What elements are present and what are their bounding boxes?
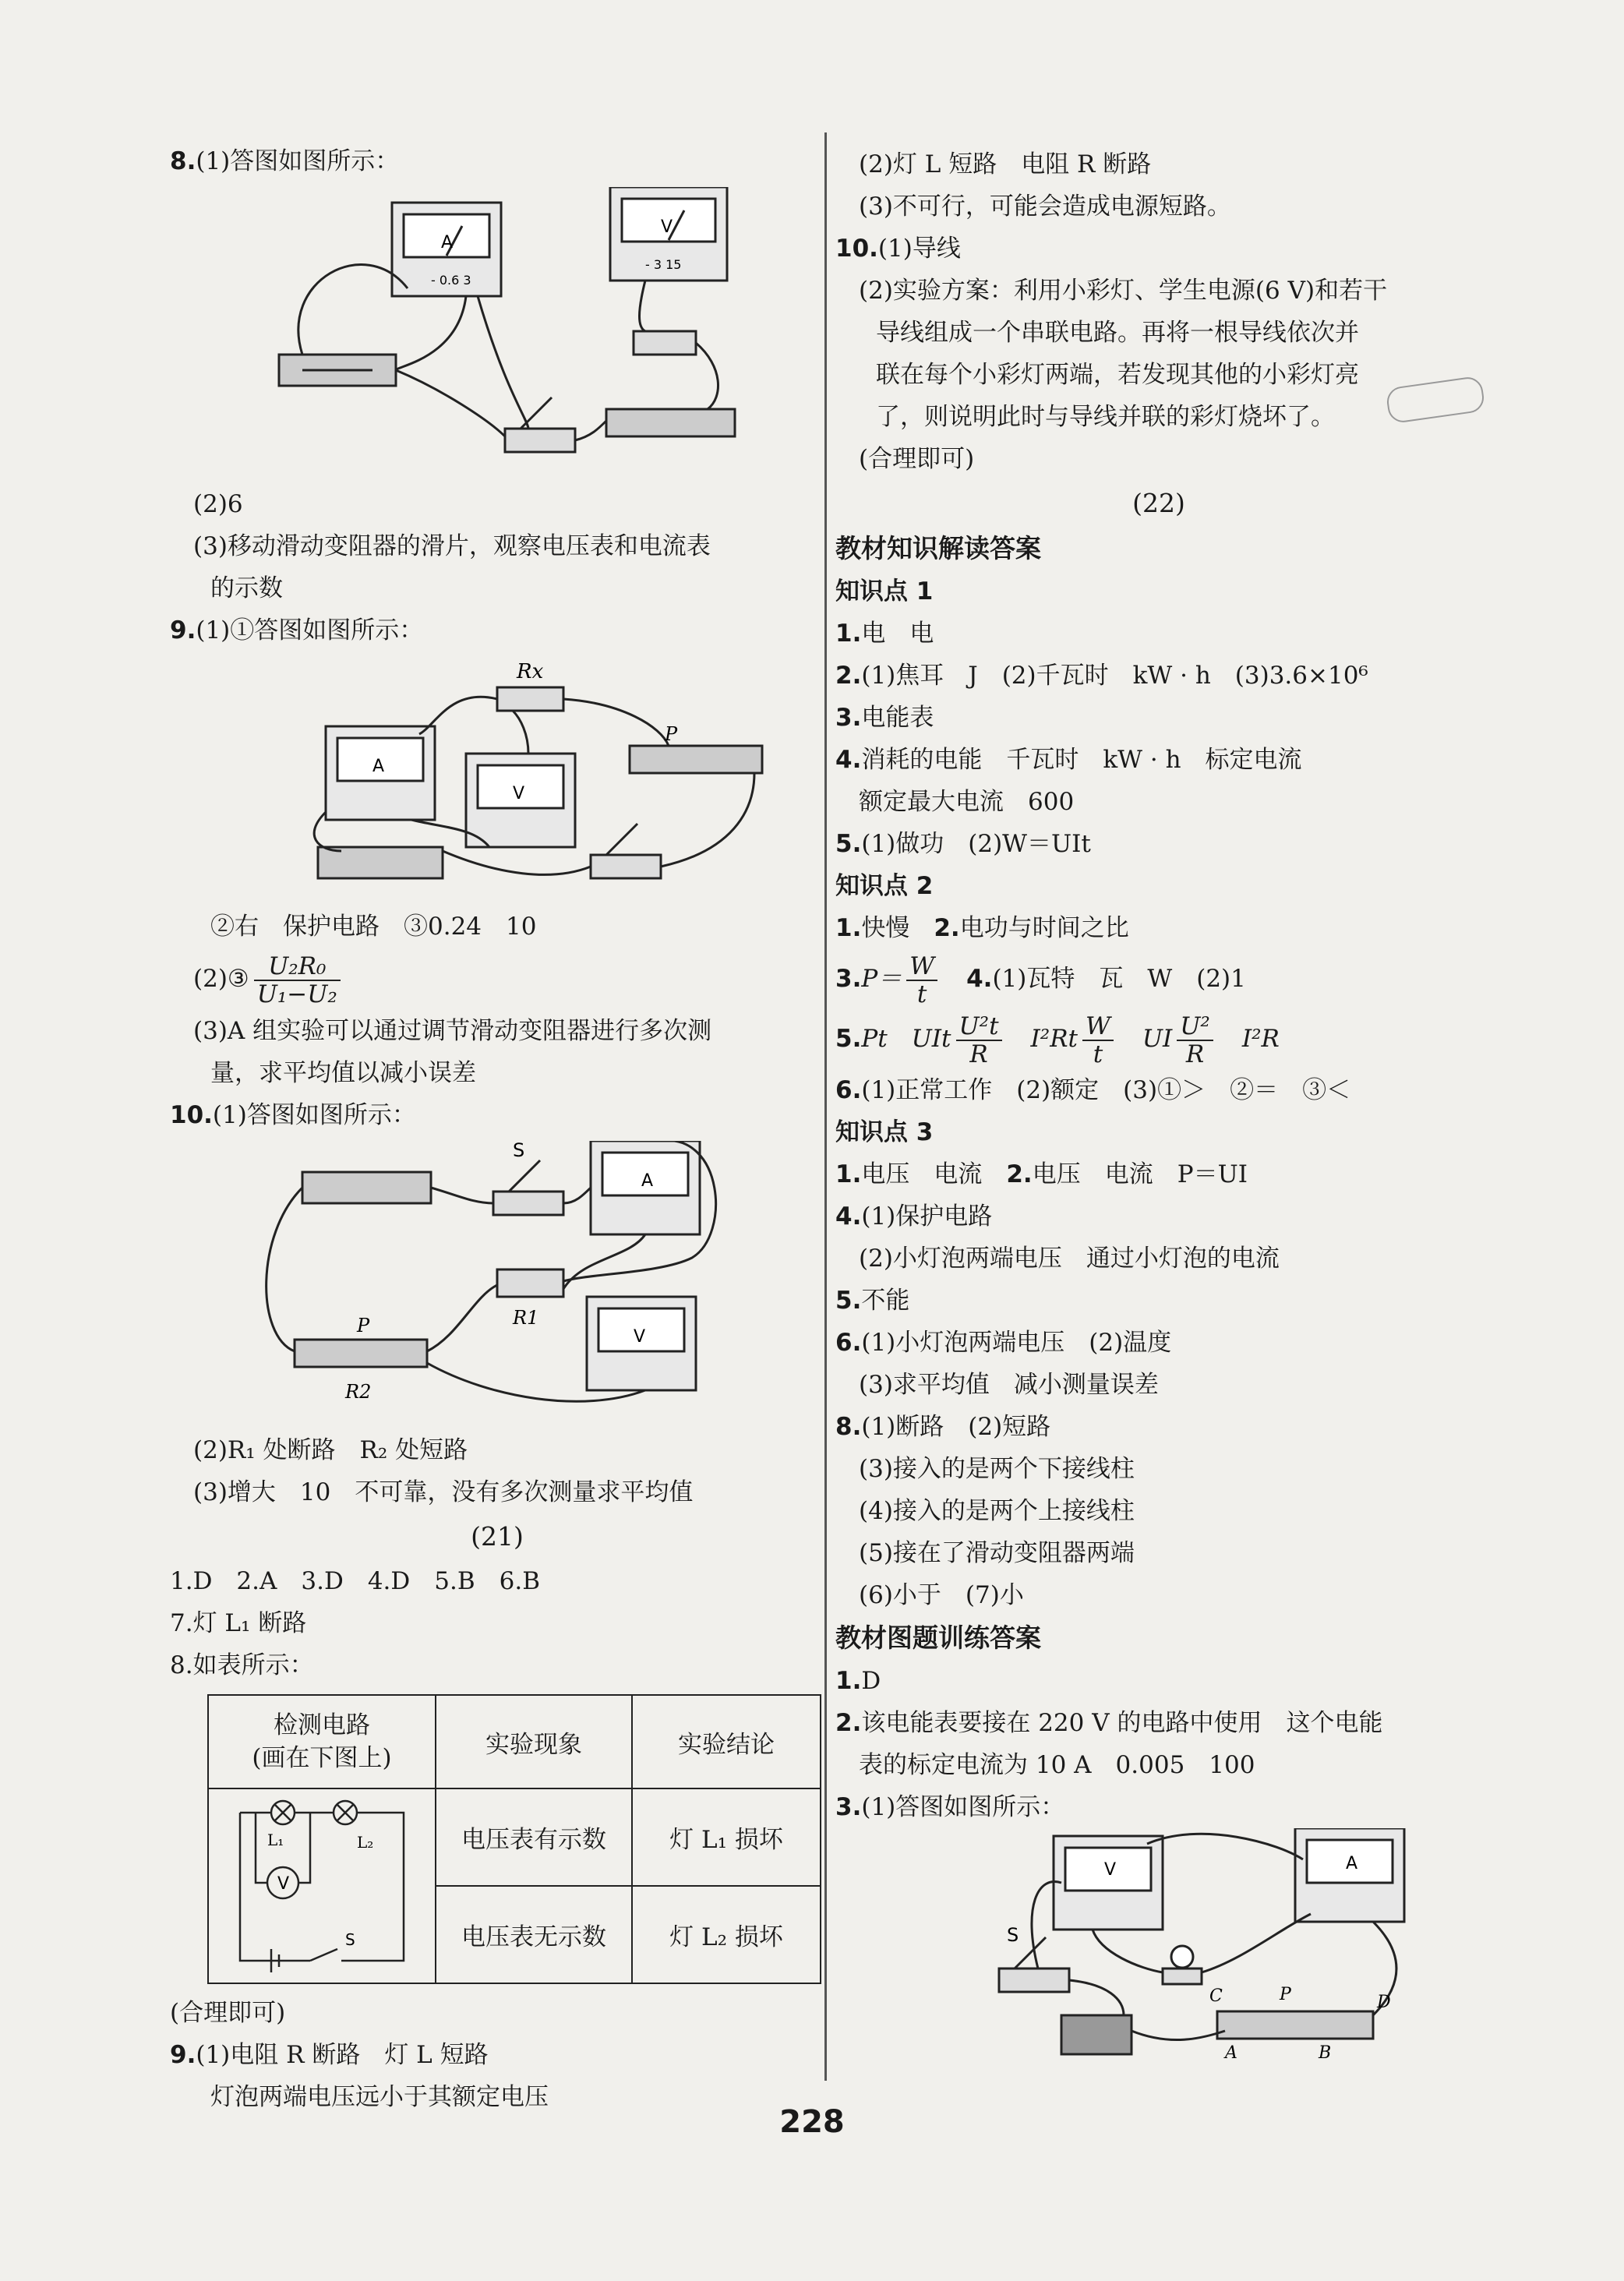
kp3-item8: 8.(1)断路 (2)短路 bbox=[835, 1413, 1051, 1441]
l2-label: L₂ bbox=[357, 1833, 374, 1852]
q10-plan-line3: 联在每个小彩灯两端，若发现其他的小彩灯亮 bbox=[876, 361, 1359, 389]
q9-part1-answer: ②右 保护电路 ③0.24 10 bbox=[210, 913, 537, 941]
table-row1-phenomenon: 电压表有示数 bbox=[436, 1788, 632, 1886]
kp3-item8b: (3)接入的是两个下接线柱 bbox=[859, 1455, 1135, 1483]
ammeter-label: A bbox=[441, 233, 454, 252]
circuit-diagram-q8 bbox=[271, 187, 739, 475]
ammeter-terminal-label: - 0.6 3 bbox=[431, 273, 471, 288]
q10-plan-line4: 了，则说明此时与导线并联的彩灯烧坏了。 bbox=[876, 403, 1335, 431]
multiple-choice-answers: 1.D 2.A 3.D 4.D 5.B 6.B bbox=[170, 1567, 540, 1595]
frac-u2-over-r: $\frac{\text{U²}}{R}$ bbox=[1177, 1013, 1213, 1068]
ammeter-label-q9: A bbox=[372, 757, 385, 776]
q8-part1: 8.(1)答图如图所示： bbox=[170, 147, 400, 175]
kp2-items1-2: 1.快慢 2.电功与时间之比 bbox=[835, 914, 1129, 942]
circuit-diagram-q9 bbox=[295, 656, 778, 898]
q9-repair-part3: (3)不可行，可能会造成电源短路。 bbox=[859, 192, 1231, 221]
ammeter-label-training: A bbox=[1346, 1854, 1358, 1873]
l1-label: L₁ bbox=[267, 1831, 284, 1849]
rx-label: Rx bbox=[517, 660, 544, 683]
series-lamp-circuit bbox=[224, 1789, 419, 1976]
textbook-figure-training-heading: 教材图题训练答案 bbox=[835, 1622, 1041, 1653]
kp1-item1: 1.电 电 bbox=[835, 620, 934, 648]
q9-repair-part1: 9.(1)电阻 R 断路 灯 L 短路 bbox=[170, 2041, 489, 2069]
kp3-item5: 5.不能 bbox=[835, 1287, 910, 1315]
ammeter-label-q10: A bbox=[641, 1171, 654, 1191]
table-header-phenomenon: 实验现象 bbox=[436, 1695, 632, 1788]
kp3-item6b: (3)求平均值 减小测量误差 bbox=[859, 1371, 1159, 1399]
q10-plan-line1: (2)实验方案：利用小彩灯、学生电源(6 V)和若干 bbox=[859, 277, 1388, 305]
kp3-item8c: (4)接入的是两个上接线柱 bbox=[859, 1497, 1135, 1525]
q9-part3-line2: 量，求平均值以减小误差 bbox=[210, 1059, 476, 1087]
kp3-item4: 4.(1)保护电路 bbox=[835, 1202, 993, 1231]
switch-s-training: S bbox=[1007, 1924, 1019, 1946]
textbook-knowledge-heading: 教材知识解读答案 bbox=[835, 533, 1041, 563]
kp1-item4b: 额定最大电流 600 bbox=[859, 788, 1075, 816]
kp3-item8d: (5)接在了滑动变阻器两端 bbox=[859, 1539, 1135, 1567]
figure-training-circuit bbox=[968, 1828, 1482, 2062]
q7-answer: 7.灯 L₁ 断路 bbox=[170, 1609, 307, 1637]
table-header-conclusion: 实验结论 bbox=[632, 1695, 821, 1788]
q8-part3-line1: (3)移动滑动变阻器的滑片，观察电压表和电流表 bbox=[193, 532, 711, 560]
circuit-diagram-training bbox=[968, 1828, 1435, 2062]
terminal-a-label: A bbox=[1225, 2043, 1237, 2062]
switch-s-label: S bbox=[513, 1141, 525, 1161]
training-item3: 3.(1)答图如图所示： bbox=[835, 1793, 1065, 1821]
switch-label-table: S bbox=[345, 1930, 355, 1949]
voltmeter-label-q9: V bbox=[513, 784, 525, 803]
terminal-b-label: B bbox=[1319, 2043, 1332, 2062]
table-row2-conclusion: 灯 L₂ 损坏 bbox=[632, 1886, 821, 1983]
q8-part3-line2: 的示数 bbox=[210, 574, 283, 602]
terminal-d-label: D bbox=[1377, 1993, 1391, 2012]
r1-label: R1 bbox=[513, 1307, 539, 1329]
kp1-item5: 5.(1)做功 (2)W＝UIt bbox=[835, 830, 1091, 858]
q10-part3: (3)增大 10 不可靠，没有多次测量求平均值 bbox=[193, 1478, 694, 1506]
right-column bbox=[835, 143, 1482, 2070]
r2-label: R2 bbox=[345, 1381, 372, 1403]
training-item2: 2.该电能表要接在 220 V 的电路中使用 这个电能 bbox=[835, 1709, 1383, 1737]
q9-part1: 9.(1)①答图如图所示： bbox=[170, 616, 424, 644]
page-number: 228 bbox=[779, 2104, 845, 2140]
kp1-item3: 3.电能表 bbox=[835, 704, 934, 732]
voltmeter-symbol-label: V bbox=[277, 1874, 290, 1894]
p-label: P bbox=[665, 723, 678, 745]
p-equals-w-over-t: $\frac{W}{t}$ bbox=[906, 953, 937, 1008]
voltmeter-label-training: V bbox=[1104, 1860, 1117, 1880]
terminal-c-label: C bbox=[1209, 1986, 1223, 2006]
p-label-q10: P bbox=[357, 1315, 370, 1336]
figure-q10-circuit bbox=[256, 1141, 824, 1421]
kp2-items3-4: 3.P＝ $\frac{W}{t}$ 4.(1)瓦特 瓦 W (2)1 bbox=[835, 952, 1246, 1008]
voltmeter-label: V bbox=[661, 217, 673, 237]
kp1-item4: 4.消耗的电能 千瓦时 kW · h 标定电流 bbox=[835, 746, 1302, 774]
table-row1-conclusion: 灯 L₁ 损坏 bbox=[632, 1788, 821, 1886]
table-circuit-diagram bbox=[208, 1788, 436, 1983]
training-item1: 1.D bbox=[835, 1667, 881, 1695]
kp3-item8e: (6)小于 (7)小 bbox=[859, 1581, 1024, 1609]
kp2-item5: 5.Pt UIt $\frac{\text{U²t}}{R}$ I²Rt $\frac{W}{t}$ UI $\frac{\text{U²}}{R}$ I²R bbox=[835, 1012, 1280, 1068]
section-21-heading: (21) bbox=[471, 1521, 524, 1552]
kp1-item2: 2.(1)焦耳 J (2)千瓦时 kW · h (3)3.6×10⁶ bbox=[835, 662, 1368, 690]
voltmeter-terminal-label: - 3 15 bbox=[645, 257, 682, 272]
column-divider bbox=[824, 132, 827, 2081]
table-row2-phenomenon: 电压表无示数 bbox=[436, 1886, 632, 1983]
kp2-item6: 6.(1)正常工作 (2)额定 (3)①＞ ②＝ ③＜ bbox=[835, 1076, 1351, 1104]
kp3-item4b: (2)小灯泡两端电压 通过小灯泡的电流 bbox=[859, 1245, 1280, 1273]
left-column bbox=[170, 140, 824, 2118]
voltmeter-label-q10: V bbox=[634, 1327, 646, 1347]
training-item2b: 表的标定电流为 10 A 0.005 100 bbox=[859, 1751, 1255, 1779]
q8-part2: (2)6 bbox=[193, 490, 243, 518]
q9-fraction: $\frac{\text{U₂R₀}}{\text{U₁−U₂}}$ bbox=[254, 953, 341, 1008]
figure-q8-circuit bbox=[271, 187, 824, 475]
q10-plan-line2: 导线组成一个串联电路。再将一根导线依次并 bbox=[876, 319, 1359, 347]
knowledge-point-3: 知识点 3 bbox=[835, 1118, 934, 1146]
knowledge-point-2: 知识点 2 bbox=[835, 872, 934, 900]
slider-p-label: P bbox=[1280, 1985, 1291, 2004]
section-22-heading: (22) bbox=[1132, 488, 1185, 518]
circuit-diagram-q10 bbox=[256, 1141, 739, 1421]
knowledge-point-1: 知识点 1 bbox=[835, 577, 934, 606]
reasonable-note-2: (合理即可) bbox=[859, 445, 975, 473]
kp3-items1-2: 1.电压 电流 2.电压 电流 P＝UI bbox=[835, 1160, 1248, 1188]
q9-repair-part2: (2)灯 L 短路 电阻 R 断路 bbox=[859, 150, 1152, 178]
q10-part2: (2)R₁ 处断路 R₂ 处短路 bbox=[193, 1436, 468, 1464]
q9-repair-part1b: 灯泡两端电压远小于其额定电压 bbox=[210, 2083, 549, 2111]
figure-q9-circuit bbox=[295, 656, 824, 898]
q9-part2: (2)③ $\frac{\text{U₂R₀}}{\text{U₁−U₂}}$ bbox=[170, 948, 824, 1010]
q10-part1: 10.(1)答图如图所示： bbox=[170, 1101, 416, 1129]
table-header-circuit: 检测电路 (画在下图上) bbox=[208, 1695, 436, 1788]
q8-table-intro: 8.如表所示： bbox=[170, 1651, 314, 1679]
reasonable-note-1: (合理即可) bbox=[170, 1999, 286, 2027]
answer-table bbox=[207, 1694, 821, 1984]
q10-repair-part1: 10.(1)导线 bbox=[835, 235, 961, 263]
frac-w-over-t: $\frac{W}{t}$ bbox=[1082, 1013, 1114, 1068]
frac-u2t-over-r: $\frac{\text{U²t}}{R}$ bbox=[956, 1013, 1002, 1068]
kp3-item6: 6.(1)小灯泡两端电压 (2)温度 bbox=[835, 1329, 1172, 1357]
q9-part3-line1: (3)A 组实验可以通过调节滑动变阻器进行多次测 bbox=[193, 1017, 712, 1045]
